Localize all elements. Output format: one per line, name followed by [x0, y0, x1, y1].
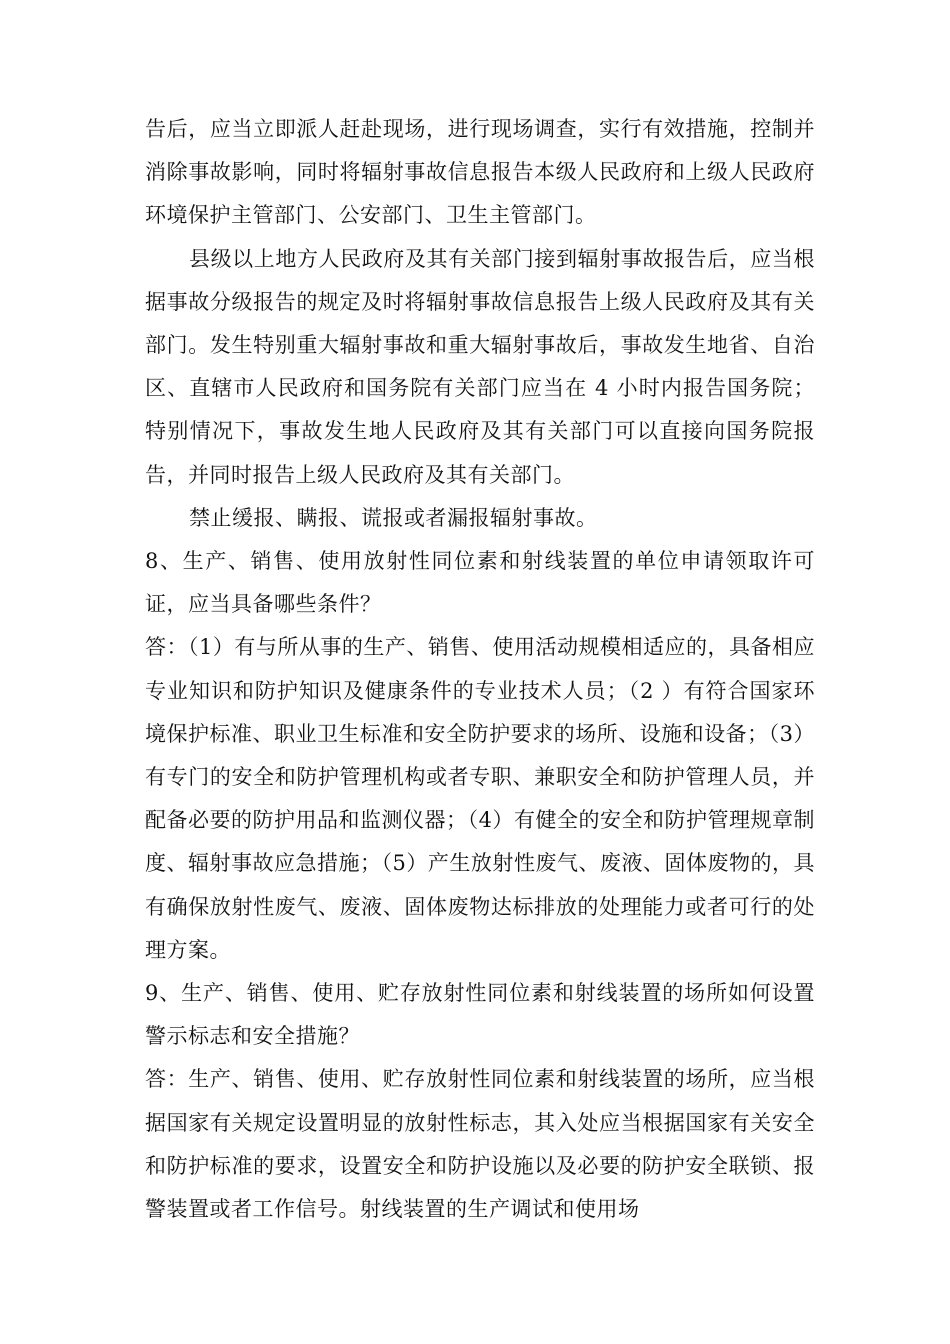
- question-9: 9、生产、销售、使用、贮存放射性同位素和射线装置的场所如何设置警示标志和安全措施？: [145, 981, 815, 1049]
- answer-9: 答：生产、销售、使用、贮存放射性同位素和射线装置的场所，应当根据国家有关规定设置明显的放射性标志，其入处应当根据国家有关安全和防护标准的要求，设置安全和防护设施以及必要的防护安全联锁、报警装置或者工作信号。射线装置的生产调试和使用场: [145, 1067, 815, 1222]
- answer-8: 答：（1）有与所从事的生产、销售、使用活动规模相适应的，具备相应专业知识和防护知识及健康条件的专业技术人员；（2 ）有符合国家环境保护标准、职业卫生标准和安全防护要求的场所、设施和设备；（3）有专门的安全和防护管理机构或者专职、兼职安全和防护管理人员，并配备必要的防护用品和监测仪器；（4）有健全的安全和防护管理规章制度、辐射事故应急措施；（5）产生放射性废气、废液、固体废物的，具有确保放射性废气、废液、固体废物达标排放的处理能力或者可行的处理方案。: [145, 635, 815, 962]
- document-body: [145, 108, 815, 1231]
- paragraph-accident-report-continued: 告后，应当立即派人赶赴现场，进行现场调查，实行有效措施，控制并消除事故影响，同时将辐射事故信息报告本级人民政府和上级人民政府环境保护主管部门、公安部门、卫生主管部门。: [145, 117, 815, 228]
- paragraph-prohibition: 禁止缓报、瞒报、谎报或者漏报辐射事故。: [189, 505, 598, 530]
- paragraph-local-government-report: 县级以上地方人民政府及其有关部门接到辐射事故报告后，应当根据事故分级报告的规定及时将辐射事故信息报告上级人民政府及其有关部门。发生特别重大辐射事故和重大辐射事故后，事故发生地省、自治区、直辖市人民政府和国务院有关部门应当在 4 小时内报告国务院；特别情况下，事故发生地人民政府及其有关部门可以直接向国务院报告，并同时报告上级人民政府及其有关部门。: [145, 246, 815, 487]
- question-8: 8、生产、销售、使用放射性同位素和射线装置的单位申请领取许可证，应当具备哪些条件？: [145, 549, 815, 617]
